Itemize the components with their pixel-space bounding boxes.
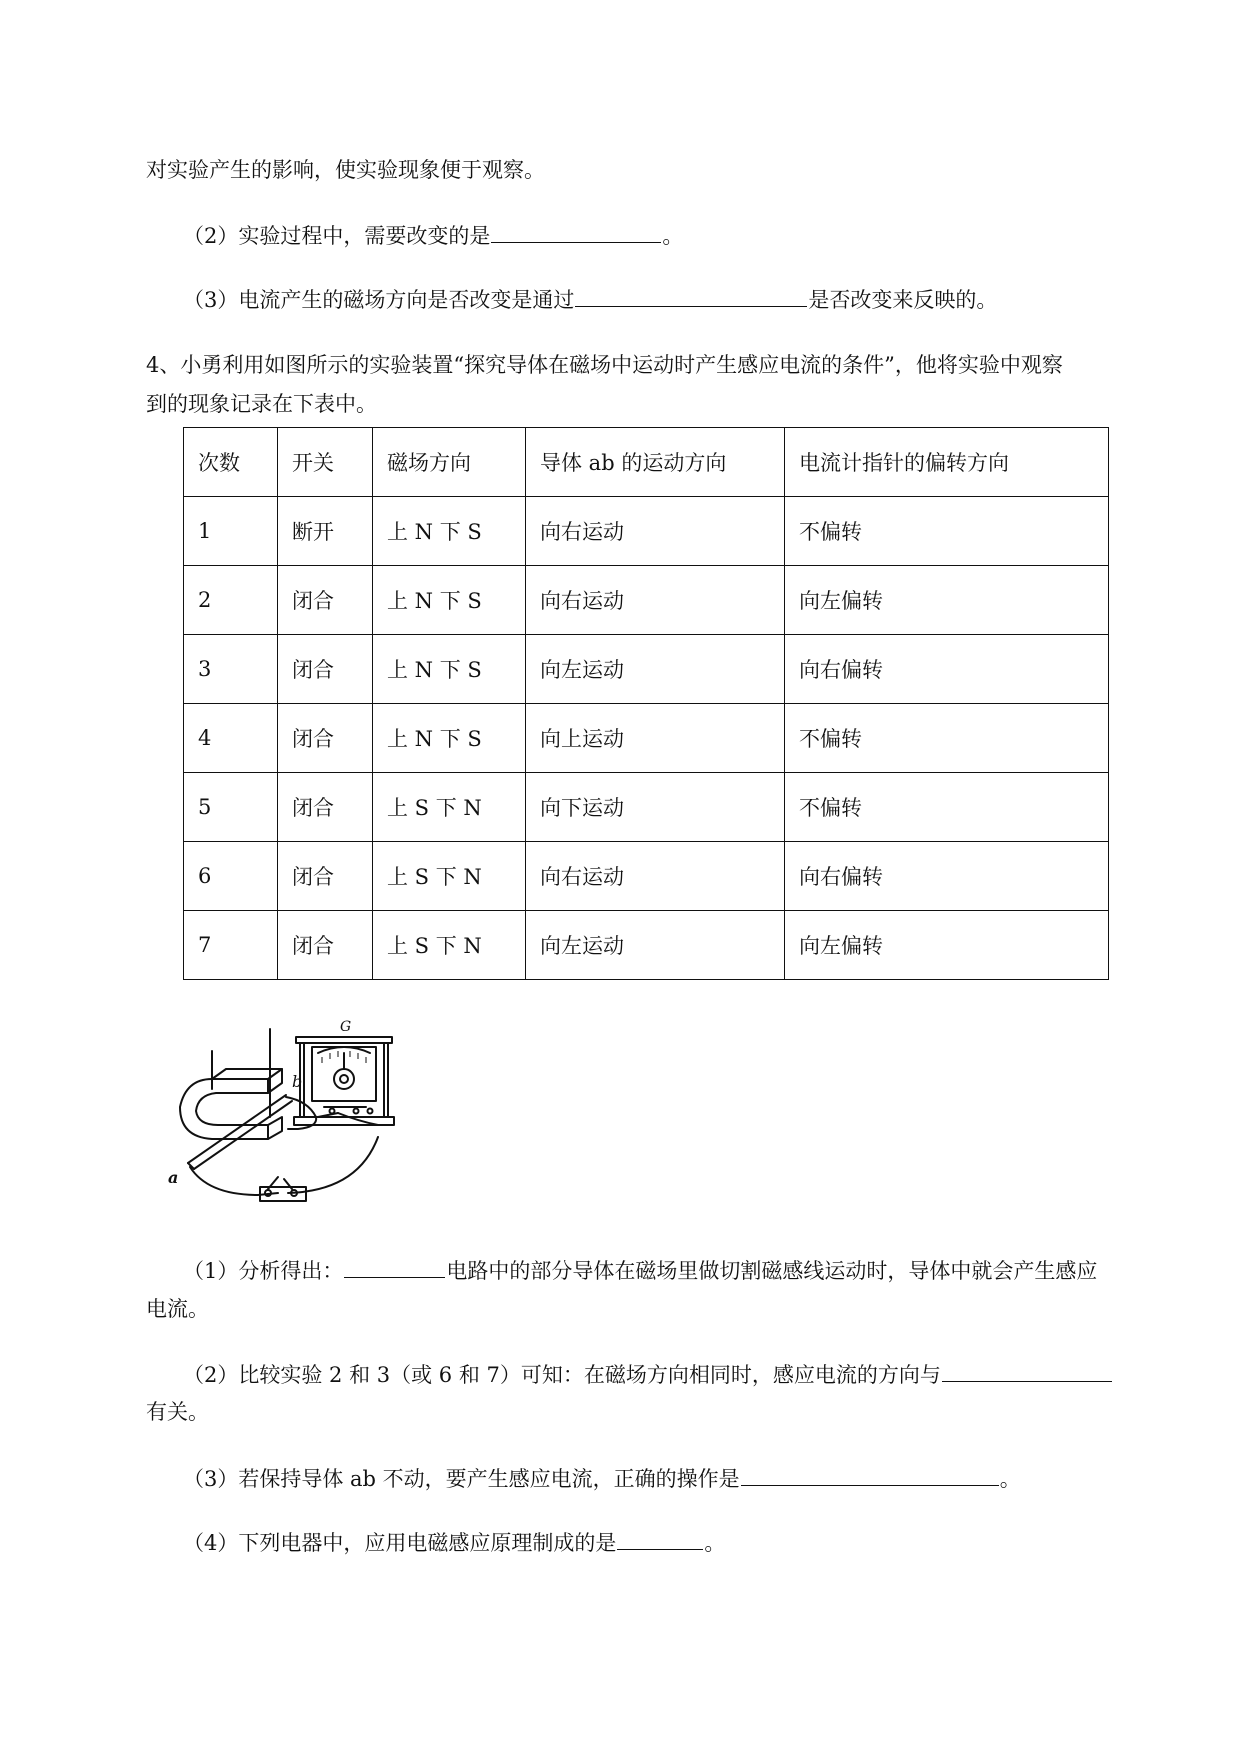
table-cell: 上 S 下 N xyxy=(373,773,526,842)
q4-sub4-tail: 。 xyxy=(704,1531,726,1555)
q3-item2-text: （2）实验过程中，需要改变的是 xyxy=(183,224,491,248)
table-header-cell: 导体 ab 的运动方向 xyxy=(526,428,785,497)
q4-sub3-answer-blank[interactable] xyxy=(741,1465,999,1486)
table-header-cell: 开关 xyxy=(278,428,373,497)
table-cell: 上 S 下 N xyxy=(373,911,526,980)
intro-tail-text: 对实验产生的影响，使实验现象便于观察。 xyxy=(146,158,545,182)
q4-sub4-text: （4）下列电器中，应用电磁感应原理制成的是 xyxy=(183,1531,617,1555)
table-header-cell: 电流计指针的偏转方向 xyxy=(785,428,1109,497)
table-cell: 向右偏转 xyxy=(785,842,1109,911)
table-cell: 闭合 xyxy=(278,704,373,773)
table-cell: 向左偏转 xyxy=(785,566,1109,635)
apparatus-figure xyxy=(168,1017,430,1209)
q4-sub3-tail: 。 xyxy=(999,1467,1021,1491)
q4-sub2-line2: 有关。 xyxy=(146,1400,209,1424)
table-cell: 向右运动 xyxy=(526,842,785,911)
table-cell: 上 N 下 S xyxy=(373,497,526,566)
table-cell: 4 xyxy=(184,704,278,773)
q4-sub3 xyxy=(183,1465,1183,1492)
q4-sub2-text: （2）比较实验 2 和 3（或 6 和 7）可知：在磁场方向相同时，感应电流的方向与 xyxy=(183,1363,941,1387)
table-cell: 上 N 下 S xyxy=(373,704,526,773)
q3-item3 xyxy=(183,286,1183,313)
table-cell: 向左偏转 xyxy=(785,911,1109,980)
table-row xyxy=(184,497,1109,566)
q3-item3-text: （3）电流产生的磁场方向是否改变是通过 xyxy=(183,288,575,312)
table-row xyxy=(184,773,1109,842)
q4-sub1-tail: 电路中的部分导体在磁场里做切割磁感线运动时，导体中就会产生感应 xyxy=(446,1259,1098,1283)
table-header-row xyxy=(184,428,1109,497)
table-cell: 不偏转 xyxy=(785,773,1109,842)
table-row xyxy=(184,635,1109,704)
table-cell: 5 xyxy=(184,773,278,842)
table-row xyxy=(184,842,1109,911)
q3-item3-tail: 是否改变来反映的。 xyxy=(808,288,998,312)
table-cell: 向右偏转 xyxy=(785,635,1109,704)
q4-sub1-line2: 电流。 xyxy=(146,1297,209,1321)
table-row xyxy=(184,911,1109,980)
table-cell: 闭合 xyxy=(278,635,373,704)
q3-item3-answer-blank[interactable] xyxy=(575,286,807,307)
table-row xyxy=(184,704,1109,773)
table-cell: 上 S 下 N xyxy=(373,842,526,911)
q3-item2-answer-blank[interactable] xyxy=(491,222,661,243)
table-cell: 上 N 下 S xyxy=(373,566,526,635)
table-cell: 向右运动 xyxy=(526,566,785,635)
q4-sub2 xyxy=(183,1361,1183,1388)
q3-item2 xyxy=(183,222,1183,249)
table-cell: 闭合 xyxy=(278,566,373,635)
table-cell: 闭合 xyxy=(278,911,373,980)
experiment-table-body xyxy=(184,428,1109,980)
galvanometer-label: G xyxy=(340,1019,352,1035)
table-cell: 闭合 xyxy=(278,773,373,842)
point-b-label: b xyxy=(292,1072,303,1091)
table-cell: 向左运动 xyxy=(526,911,785,980)
table-cell: 不偏转 xyxy=(785,704,1109,773)
table-cell: 向左运动 xyxy=(526,635,785,704)
table-cell: 6 xyxy=(184,842,278,911)
point-a-label: a xyxy=(168,1168,179,1187)
q4-sub3-text: （3）若保持导体 ab 不动，要产生感应电流，正确的操作是 xyxy=(183,1467,740,1491)
table-cell: 断开 xyxy=(278,497,373,566)
table-cell: 7 xyxy=(184,911,278,980)
table-header-cell: 磁场方向 xyxy=(373,428,526,497)
q4-sub4-answer-blank[interactable] xyxy=(617,1529,703,1550)
table-row xyxy=(184,566,1109,635)
table-cell: 3 xyxy=(184,635,278,704)
table-cell: 2 xyxy=(184,566,278,635)
table-cell: 不偏转 xyxy=(785,497,1109,566)
q4-sub4 xyxy=(183,1529,1183,1556)
table-cell: 向上运动 xyxy=(526,704,785,773)
table-cell: 向右运动 xyxy=(526,497,785,566)
experiment-table xyxy=(183,427,1109,980)
q4-stem-line1: 4、小勇利用如图所示的实验装置“探究导体在磁场中运动时产生感应电流的条件”，他将实验中观察 xyxy=(146,353,1063,377)
q4-sub2-answer-blank[interactable] xyxy=(942,1361,1112,1382)
table-header-cell: 次数 xyxy=(184,428,278,497)
table-cell: 上 N 下 S xyxy=(373,635,526,704)
table-cell: 向下运动 xyxy=(526,773,785,842)
table-cell: 闭合 xyxy=(278,842,373,911)
q4-sub1-text: （1）分析得出： xyxy=(183,1259,344,1283)
q4-sub1 xyxy=(183,1257,1183,1284)
q4-stem-line2: 到的现象记录在下表中。 xyxy=(146,392,377,416)
q4-sub1-answer-blank[interactable] xyxy=(344,1257,445,1278)
q3-item2-tail: 。 xyxy=(662,224,684,248)
table-cell: 1 xyxy=(184,497,278,566)
